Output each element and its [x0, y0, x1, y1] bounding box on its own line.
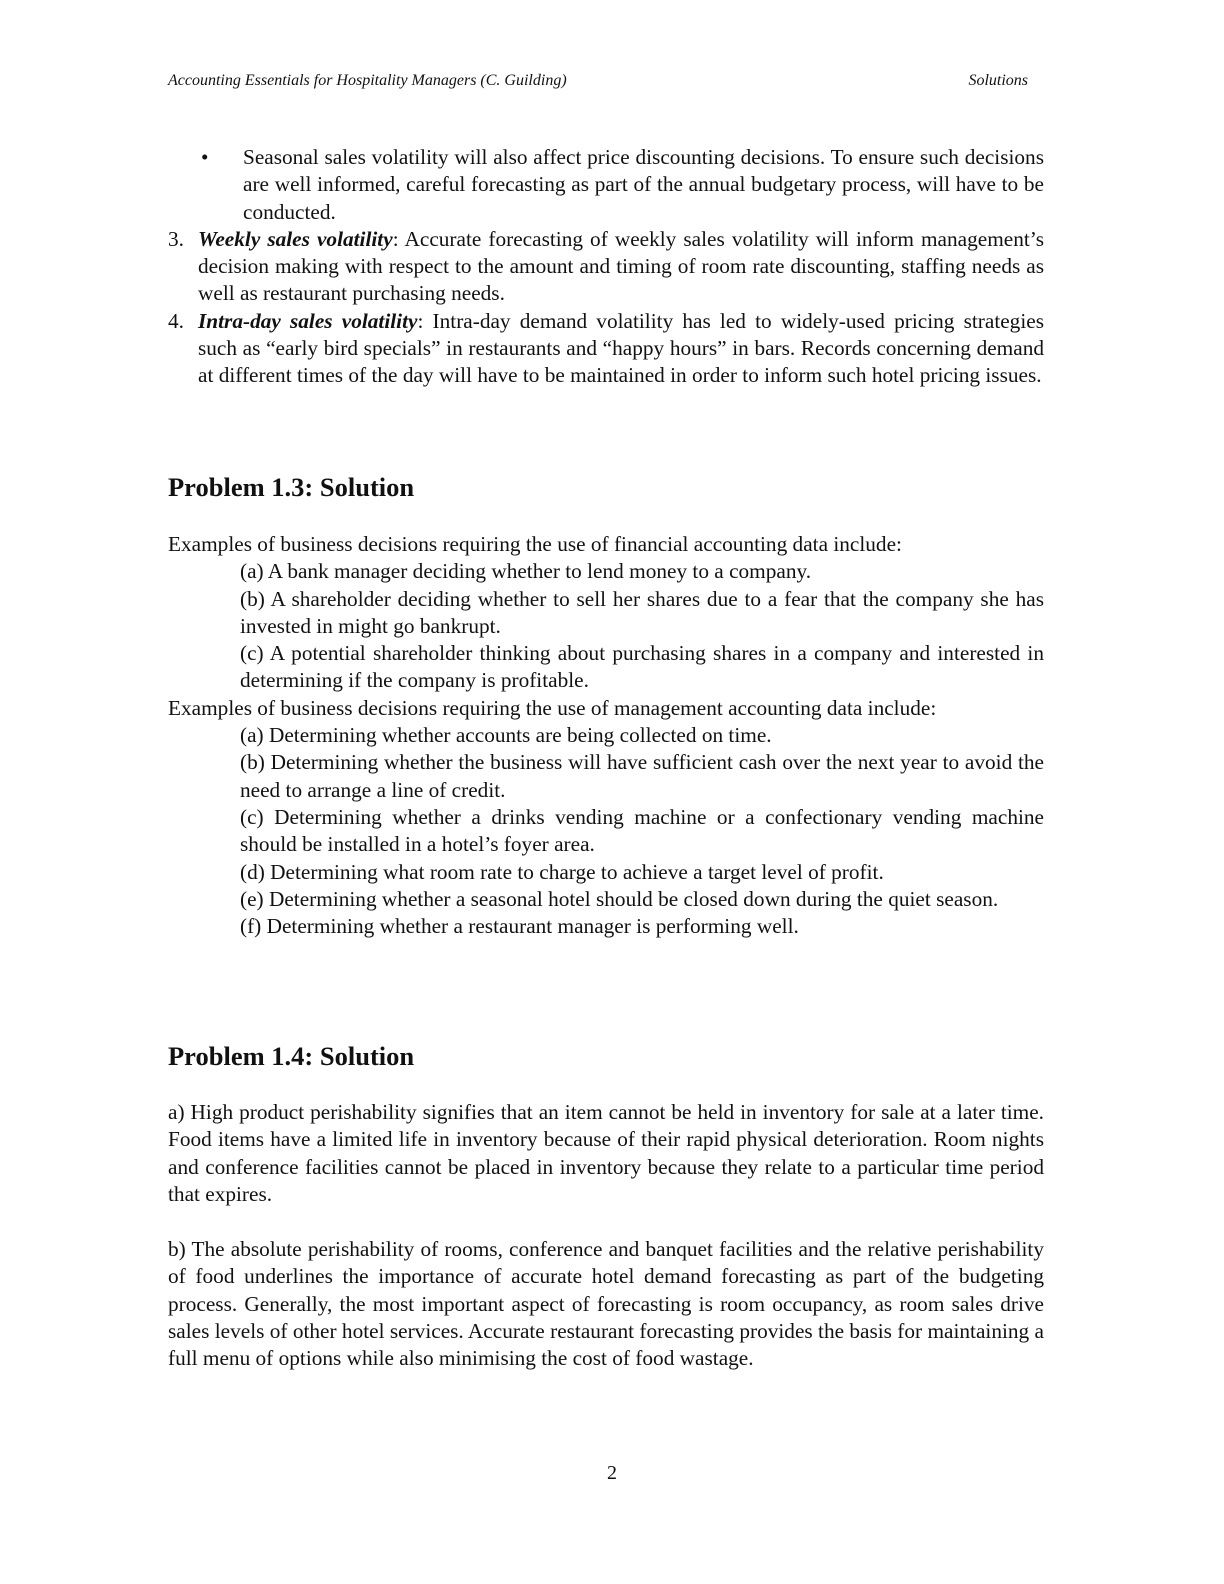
list-item: (c) Determining whether a drinks vending machine or a confectionary vending machine should be installed in a hotel’s foyer area. [240, 804, 1044, 857]
paragraph: b) The absolute perishability of rooms, conference and banquet facilities and the relative perishability of food underlines the importance of accurate hotel demand forecasting as part of the budgeting process. Generally, the most important aspect of forecasting is room occupancy, as room sales drive sales levels of other hotel services. Accurate restaurant forecasting provides the basis for maintaining a full menu of options while also minimising the cost of food wastage. [168, 1237, 1044, 1371]
paragraph: Examples of business decisions requiring the use of management accounting data include: [168, 695, 937, 720]
bullet-text: Seasonal sales volatility will also affect price discounting decisions. To ensure such decisions are well informed, careful forecasting as part of the annual budgetary process, will have to be conducted. [243, 145, 1044, 224]
list-item [168, 226, 1044, 308]
list-item: (b) A shareholder deciding whether to sell her shares due to a fear that the company she has invested in might go bankrupt. [240, 586, 1044, 638]
list-item [168, 144, 1044, 226]
item-number: 3. [168, 226, 184, 251]
page-number: 2 [607, 1462, 617, 1484]
section-heading: Problem 1.3: Solution [168, 472, 415, 502]
list-item [168, 308, 1044, 390]
list-item: (b) Determining whether the business will have sufficient cash over the next year to avoid the need to arrange a line of credit. [240, 750, 1044, 802]
problem-1-3-body [168, 531, 1044, 940]
list-item: (c) A potential shareholder thinking about purchasing shares in a company and interested in determining if the company is profitable. [240, 641, 1044, 693]
item-number: 4. [168, 308, 184, 333]
item-text: : Intra-day demand volatility has led to widely-used pricing strategies such as “early bird specials” in restaurants and “happy hours” in bars. Records concerning demand at different times of the day will have to be maintained in order to inform such hotel pricing issues. [198, 308, 1044, 388]
paragraph: a) High product perishability signifies that an item cannot be held in inventory for sale at a later time. Food items have a limited life in inventory because of their rapid physical deterioration. Room nights and conference facilities cannot be placed in inventory because they relate to a particular time period that expires. [168, 1100, 1044, 1206]
running-header [168, 72, 1028, 96]
item-term: Weekly sales volatility [198, 226, 393, 251]
intro-list [168, 144, 1044, 390]
list-item: (a) A bank manager deciding whether to lend money to a company. [240, 559, 812, 584]
item-text: : Accurate forecasting of weekly sales volatility will inform management’s decision making with respect to the amount and timing of room rate discounting, staffing needs as well as restaurant purchasing needs. [198, 226, 1044, 306]
header-section-label: Solutions [968, 72, 1028, 89]
list-item: (a) Determining whether accounts are being collected on time. [240, 723, 772, 748]
list-item: (d) Determining what room rate to charge to achieve a target level of profit. [240, 859, 884, 884]
section-heading: Problem 1.4: Solution [168, 1041, 415, 1071]
list-item: (f) Determining whether a restaurant manager is performing well. [240, 914, 799, 939]
header-book-title: Accounting Essentials for Hospitality Managers (C. Guilding) [168, 72, 567, 89]
list-item: (e) Determining whether a seasonal hotel should be closed down during the quiet season. [240, 886, 999, 911]
bullet-icon: • [201, 145, 209, 169]
paragraph: Examples of business decisions requiring the use of financial accounting data include: [168, 532, 902, 556]
item-term: Intra-day sales volatility [198, 308, 418, 333]
